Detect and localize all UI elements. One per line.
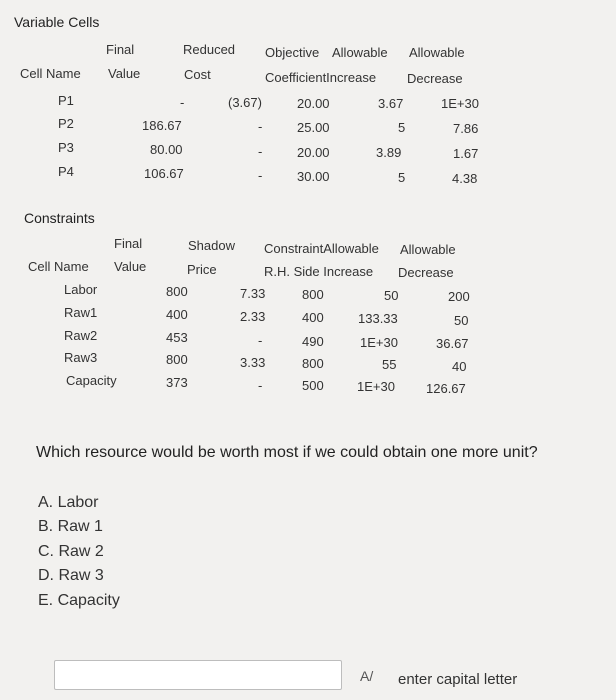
vc-row-p4-coefficient: 30.00 bbox=[297, 169, 330, 184]
variable-cells-title: Variable Cells bbox=[14, 14, 100, 30]
vc-row-p2-allow-inc: 5 bbox=[398, 120, 406, 135]
vc-header-allowable-dec: Allowable bbox=[409, 45, 465, 60]
con-row-labor-rhs: 800 bbox=[302, 287, 324, 302]
con-row-raw3-shadow: 3.33 bbox=[240, 355, 266, 370]
con-header-value: Value bbox=[114, 259, 147, 274]
con-row-labor-name: Labor bbox=[64, 282, 98, 297]
con-row-capacity-value: 373 bbox=[166, 375, 188, 390]
con-row-raw2-allow-inc: 1E+30 bbox=[360, 335, 398, 350]
vc-row-p3-name: P3 bbox=[58, 140, 74, 155]
vc-row-p4-name: P4 bbox=[58, 164, 74, 179]
vc-row-p1-name: P1 bbox=[58, 93, 74, 108]
con-row-raw1-value: 400 bbox=[166, 307, 188, 322]
con-row-raw2-allow-dec: 36.67 bbox=[436, 336, 469, 351]
vc-row-p1-reduced-cost: (3.67) bbox=[228, 95, 262, 110]
vc-row-p2-allow-dec: 7.86 bbox=[453, 121, 479, 136]
vc-row-p4-allow-inc: 5 bbox=[398, 170, 406, 185]
vc-header-decrease: Decrease bbox=[407, 71, 463, 86]
vc-row-p4-reduced-cost: - bbox=[258, 168, 263, 183]
vc-row-p2-value: 186.67 bbox=[142, 118, 182, 133]
con-header-allowable: Allowable bbox=[400, 242, 456, 257]
vc-header-cell-name: Cell Name bbox=[20, 66, 81, 81]
vc-row-p1-allow-inc: 3.67 bbox=[378, 96, 404, 111]
option-d: D. Raw 3 bbox=[38, 567, 104, 584]
option-e: E. Capacity bbox=[38, 592, 120, 609]
question-text: Which resource would be worth most if we could obtain one more unit? bbox=[36, 444, 538, 461]
option-b: B. Raw 1 bbox=[38, 518, 103, 535]
vc-row-p2-reduced-cost: - bbox=[258, 119, 263, 134]
option-a: A. Labor bbox=[38, 494, 99, 511]
con-header-decrease: Decrease bbox=[398, 265, 454, 280]
vc-row-p3-allow-inc: 3.89 bbox=[376, 145, 402, 160]
con-row-raw1-rhs: 400 bbox=[302, 310, 324, 325]
con-row-capacity-rhs: 500 bbox=[302, 378, 324, 393]
vc-row-p1-coefficient: 20.00 bbox=[297, 96, 330, 111]
constraints-title: Constraints bbox=[24, 210, 95, 226]
vc-row-p3-coefficient: 20.00 bbox=[297, 145, 330, 160]
con-header-price: Price bbox=[187, 262, 217, 277]
con-row-capacity-shadow: - bbox=[258, 378, 263, 393]
con-row-raw3-allow-dec: 40 bbox=[452, 359, 467, 374]
con-row-raw2-value: 453 bbox=[166, 330, 188, 345]
con-row-raw2-name: Raw2 bbox=[64, 328, 98, 343]
con-row-raw3-allow-inc: 55 bbox=[382, 357, 397, 372]
spellcheck-icon[interactable]: A/ bbox=[360, 668, 374, 684]
con-header-cell-name: Cell Name bbox=[28, 259, 89, 274]
answer-input[interactable] bbox=[54, 660, 342, 690]
vc-row-p1-value-dash: - bbox=[180, 95, 185, 110]
con-header-final: Final bbox=[114, 236, 143, 251]
vc-row-p4-value: 106.67 bbox=[144, 166, 184, 181]
con-row-raw1-name: Raw1 bbox=[64, 305, 98, 320]
con-header-constraint-allowable: ConstraintAllowable bbox=[264, 241, 379, 256]
vc-header-coefficient-increase: CoefficientIncrease bbox=[265, 70, 377, 85]
con-header-shadow: Shadow bbox=[188, 238, 235, 253]
con-row-raw1-allow-inc: 133.33 bbox=[358, 311, 398, 326]
vc-row-p3-value: 80.00 bbox=[150, 142, 183, 157]
con-row-raw3-value: 800 bbox=[166, 352, 188, 367]
con-row-raw1-shadow: 2.33 bbox=[240, 309, 266, 324]
con-header-rh-side-increase: R.H. Side Increase bbox=[264, 264, 374, 279]
con-row-capacity-allow-dec: 126.67 bbox=[426, 381, 466, 396]
vc-header-allowable-inc: Allowable bbox=[332, 45, 388, 60]
vc-row-p3-allow-dec: 1.67 bbox=[453, 146, 479, 161]
con-row-labor-shadow: 7.33 bbox=[240, 286, 266, 301]
vc-row-p3-reduced-cost: - bbox=[258, 144, 263, 159]
con-row-raw2-shadow: - bbox=[258, 333, 263, 348]
con-row-raw3-name: Raw3 bbox=[64, 350, 98, 365]
con-row-raw3-rhs: 800 bbox=[302, 356, 324, 371]
con-row-capacity-allow-inc: 1E+30 bbox=[357, 379, 395, 394]
vc-header-objective: Objective bbox=[265, 45, 320, 60]
vc-header-cost: Cost bbox=[184, 67, 211, 82]
vc-header-final: Final bbox=[106, 42, 135, 57]
con-row-raw2-rhs: 490 bbox=[302, 334, 324, 349]
vc-row-p2-name: P2 bbox=[58, 116, 74, 131]
vc-row-p4-allow-dec: 4.38 bbox=[452, 171, 478, 186]
con-row-raw1-allow-dec: 50 bbox=[454, 313, 469, 328]
con-row-labor-value: 800 bbox=[166, 284, 188, 299]
con-row-capacity-name: Capacity bbox=[66, 373, 117, 388]
con-row-labor-allow-inc: 50 bbox=[384, 288, 399, 303]
vc-header-value: Value bbox=[108, 66, 141, 81]
answer-hint: enter capital letter bbox=[398, 671, 518, 688]
con-row-labor-allow-dec: 200 bbox=[448, 289, 470, 304]
vc-header-reduced: Reduced bbox=[183, 42, 236, 57]
option-c: C. Raw 2 bbox=[38, 543, 104, 560]
vc-row-p1-allow-dec: 1E+30 bbox=[441, 96, 479, 111]
vc-row-p2-coefficient: 25.00 bbox=[297, 120, 330, 135]
